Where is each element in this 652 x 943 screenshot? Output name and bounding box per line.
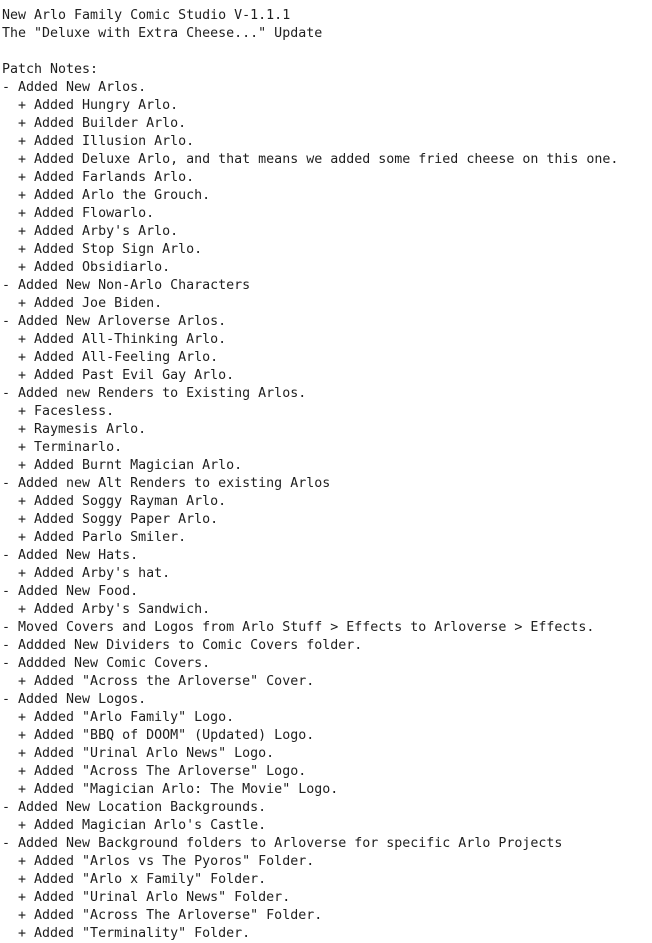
patch-note-subitem: + Added Illusion Arlo. (2, 134, 195, 149)
patch-note-subitem: + Added "Magician Arlo: The Movie" Logo. (2, 782, 339, 797)
patch-note-subitem: + Added Deluxe Arlo, and that means we added some fried cheese on this one. (2, 152, 619, 167)
patch-note-item: - Added new Renders to Existing Arlos. (2, 386, 307, 401)
patch-note-subitem: + Added Hungry Arlo. (2, 98, 179, 113)
patch-note-subitem: + Terminarlo. (2, 440, 123, 455)
patch-notes-heading: Patch Notes: (2, 62, 99, 77)
patch-note-subitem: + Added Arby's Sandwich. (2, 602, 211, 617)
patch-note-subitem: + Added Stop Sign Arlo. (2, 242, 203, 257)
patch-note-subitem: + Added Farlands Arlo. (2, 170, 195, 185)
patch-note-subitem: + Added "Across The Arloverse" Folder. (2, 908, 323, 923)
patch-note-subitem: + Added "Urinal Arlo News" Logo. (2, 746, 275, 761)
patch-note-subitem: + Added Past Evil Gay Arlo. (2, 368, 235, 383)
patch-note-subitem: + Added Joe Biden. (2, 296, 163, 311)
patch-note-subitem: + Added Soggy Paper Arlo. (2, 512, 219, 527)
patch-note-item: - Added New Hats. (2, 548, 139, 563)
patch-note-subitem: + Added Magician Arlo's Castle. (2, 818, 267, 833)
patch-notes-document (2, 7, 618, 943)
patch-note-subitem: + Added "Arlos vs The Pyoros" Folder. (2, 854, 315, 869)
patch-note-subitem: + Added Arby's Arlo. (2, 224, 179, 239)
patch-note-subitem: + Added "Across The Arloverse" Logo. (2, 764, 307, 779)
patch-note-item: - Added New Food. (2, 584, 139, 599)
patch-note-subitem: + Added "Arlo Family" Logo. (2, 710, 235, 725)
patch-note-item: - Added New Location Backgrounds. (2, 800, 267, 815)
patch-note-subitem: + Added "Across the Arloverse" Cover. (2, 674, 315, 689)
patch-note-item: - Added New Background folders to Arloverse for specific Arlo Projects (2, 836, 563, 851)
patch-note-item: - Added New Logos. (2, 692, 147, 707)
patch-note-item: - Moved Covers and Logos from Arlo Stuff > Effects to Arloverse > Effects. (2, 620, 595, 635)
blank-line (2, 43, 618, 61)
patch-note-item: - Added new Alt Renders to existing Arlos (2, 476, 331, 491)
patch-note-subitem: + Added Arby's hat. (2, 566, 171, 581)
patch-note-subitem: + Added Builder Arlo. (2, 116, 187, 131)
patch-note-subitem: + Added "Urinal Arlo News" Folder. (2, 890, 291, 905)
patch-note-subitem: + Facesless. (2, 404, 115, 419)
patch-note-subitem: + Added Soggy Rayman Arlo. (2, 494, 227, 509)
document-title: New Arlo Family Comic Studio V-1.1.1 (2, 8, 291, 23)
patch-note-subitem: + Added "Arlo x Family" Folder. (2, 872, 267, 887)
patch-note-subitem: + Added Parlo Smiler. (2, 530, 187, 545)
patch-note-subitem: + Added "Terminality" Folder. (2, 926, 251, 941)
patch-note-subitem: + Added Arlo the Grouch. (2, 188, 211, 203)
patch-note-item: - Addded New Comic Covers. (2, 656, 211, 671)
patch-note-subitem: + Added All-Thinking Arlo. (2, 332, 227, 347)
patch-note-item: - Added New Non-Arlo Characters (2, 278, 251, 293)
patch-note-item: - Addded New Dividers to Comic Covers folder. (2, 638, 363, 653)
document-subtitle: The "Deluxe with Extra Cheese..." Update (2, 26, 323, 41)
patch-note-subitem: + Added Obsidiarlo. (2, 260, 171, 275)
patch-note-subitem: + Added Burnt Magician Arlo. (2, 458, 243, 473)
patch-note-subitem: + Raymesis Arlo. (2, 422, 147, 437)
patch-note-item: - Added New Arloverse Arlos. (2, 314, 227, 329)
patch-note-subitem: + Added All-Feeling Arlo. (2, 350, 219, 365)
patch-note-subitem: + Added "BBQ of DOOM" (Updated) Logo. (2, 728, 315, 743)
patch-note-item: - Added New Arlos. (2, 80, 147, 95)
patch-note-subitem: + Added Flowarlo. (2, 206, 155, 221)
